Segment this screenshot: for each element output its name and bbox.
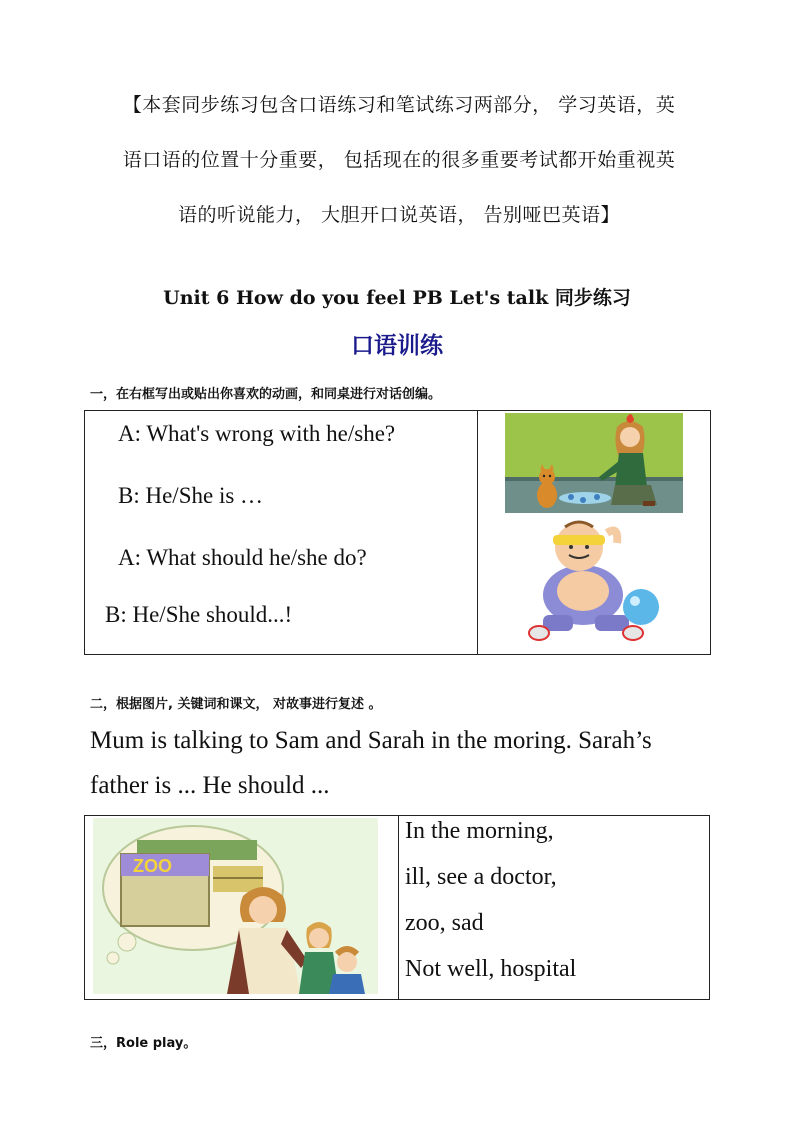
intro-paragraph [84, 78, 714, 243]
dialog-line-3: A: What should he/she do? [118, 545, 367, 570]
intro-line-3: 语的听说能力， 大胆开口说英语， 告别哑巴英语】 [177, 204, 621, 226]
dialog-line-2: B: He/She is … [118, 483, 264, 508]
girl-cat-illustration [505, 413, 683, 513]
dialog-table [84, 410, 711, 655]
dialog-line-4: B: He/She should...! [105, 602, 293, 627]
tired-boy-illustration [521, 515, 667, 649]
unit-title: Unit 6 How do you feel PB Let's talk 同步练习 [163, 287, 631, 309]
zoo-sign-text: ZOO [133, 856, 172, 876]
table-divider [477, 411, 478, 654]
section-heading: 口语训练 [351, 333, 443, 359]
intro-line-1: 【本套同步练习包含口语练习和笔试练习两部分， 学习英语，英 [122, 94, 676, 116]
table-divider [398, 816, 399, 999]
keywords-table [84, 815, 710, 1000]
question-3-label: 三，Role play。 [90, 1036, 197, 1051]
intro-line-2: 语口语的位置十分重要， 包括现在的很多重要考试都开始重视英 [122, 149, 676, 171]
story-line-2: father is ... He should ... [90, 772, 330, 799]
dialog-line-1: A: What's wrong with he/she? [118, 421, 396, 446]
mum-and-children-illustration [93, 818, 378, 994]
question-2-label: 二，根据图片, 关键词和课文， 对故事进行复述 。 [90, 697, 382, 712]
keyword-3: zoo, sad [405, 910, 484, 936]
story-line-1: Mum is talking to Sam and Sarah in the moring. Sarah’s [90, 727, 652, 754]
keyword-2: ill, see a doctor, [405, 864, 557, 890]
question-1-label: 一，在右框写出或贴出你喜欢的动画，和同桌进行对话创编。 [90, 387, 442, 402]
keyword-1: In the morning, [405, 818, 554, 844]
keyword-4: Not well, hospital [405, 956, 577, 982]
